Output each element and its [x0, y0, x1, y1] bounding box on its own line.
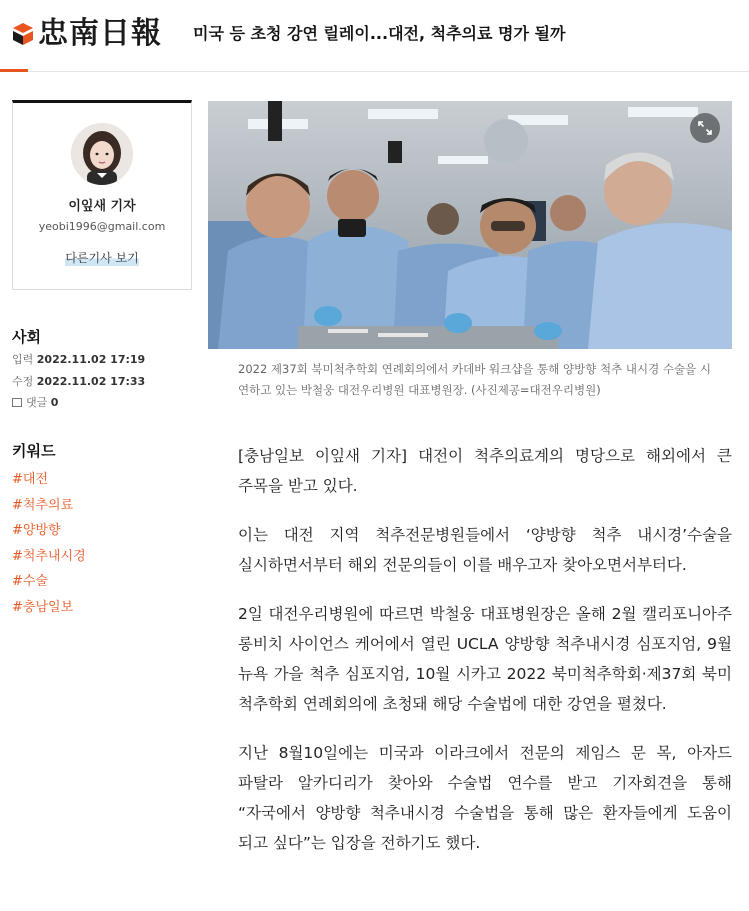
- article-photo[interactable]: [208, 101, 732, 349]
- page-headline: 미국 등 초청 강연 릴레이...대전, 척추의료 명가 될까: [193, 24, 566, 43]
- keyword-item[interactable]: #척추내시경: [12, 548, 86, 564]
- keyword-item[interactable]: #양방향: [12, 523, 61, 538]
- comment-number: 0: [50, 395, 59, 409]
- comment-count[interactable]: [12, 394, 58, 410]
- photo-illustration: [208, 101, 732, 349]
- site-header: [0, 0, 749, 72]
- author-box: [12, 100, 192, 290]
- published-time: 2022.11.02 17:19: [36, 353, 146, 366]
- expand-icon: [690, 113, 720, 143]
- site-logo[interactable]: [12, 14, 162, 54]
- updated-time: 2022.11.02 17:33: [36, 375, 146, 388]
- keyword-item[interactable]: #대전: [12, 472, 49, 487]
- updated-label: 수정: [12, 375, 34, 388]
- logo-mark-icon: [12, 21, 34, 47]
- comment-icon: [12, 398, 22, 407]
- article-paragraph: [충남일보 이잎새 기자] 대전이 척추의료계의 명당으로 해외에서 큰 주목을 받고 있다.: [238, 447, 732, 495]
- article-body: [238, 441, 732, 877]
- author-email[interactable]: yeobi1996@gmail.com: [38, 220, 166, 233]
- keywords-heading: 키워드: [12, 442, 56, 460]
- expand-photo-button[interactable]: [690, 113, 720, 143]
- keyword-item[interactable]: #충남일보: [12, 599, 74, 615]
- article-paragraph: 지난 8월10일에는 미국과 이라크에서 전문의 제임스 문 목, 아자드 파탈라 알카디리가 찾아와 수술법 연수를 받고 기자회견을 통해 “자국에서 양방향 척추내시경 수술법을 통해 많은 환자들에게 도움이 되고 싶다”는 입장을 전하기도 했다.: [238, 744, 732, 852]
- published-label: 입력: [12, 353, 34, 366]
- keyword-list: [12, 472, 86, 625]
- logo-text: 忠南日報: [38, 16, 162, 51]
- article-paragraph: 2일 대전우리병원에 따르면 박철웅 대표병원장은 올해 2월 캘리포니아주 롱비치 사이언스 케어에서 열린 UCLA 양방향 척추내시경 심포지엄, 9월 뉴욕 가을 척추 심포지엄, 10월 시카고 2022 북미척추학회·제37회 북미 척추학회 연례회의에 초청돼 해당 수술법에 대한 강연을 펼쳤다.: [238, 605, 732, 713]
- keyword-item[interactable]: #수술: [12, 574, 49, 589]
- updated-date: [12, 373, 145, 389]
- comment-label: 댓글: [26, 396, 48, 409]
- section-label: 사회: [12, 328, 41, 346]
- author-name: 이잎새 기자: [68, 199, 136, 214]
- photo-caption: 2022 제37회 북미척추학회 연례회의에서 카데바 워크샵을 통해 양방향 척추 내시경 수술을 시연하고 있는 박철웅 대전우리병원 대표병원장. (사진제공=대전우리병원): [238, 362, 711, 397]
- keyword-item[interactable]: #척추의료: [12, 497, 74, 513]
- other-articles-link[interactable]: 다른기사 보기: [65, 251, 139, 265]
- author-avatar: [71, 123, 133, 185]
- published-date: [12, 351, 145, 367]
- header-accent-bar: [0, 69, 28, 72]
- article-paragraph: 이는 대전 지역 척추전문병원들에서 ‘양방향 척추 내시경’수술을 실시하면서부터 해외 전문의들이 이를 배우고자 찾아오면서부터다.: [238, 526, 732, 574]
